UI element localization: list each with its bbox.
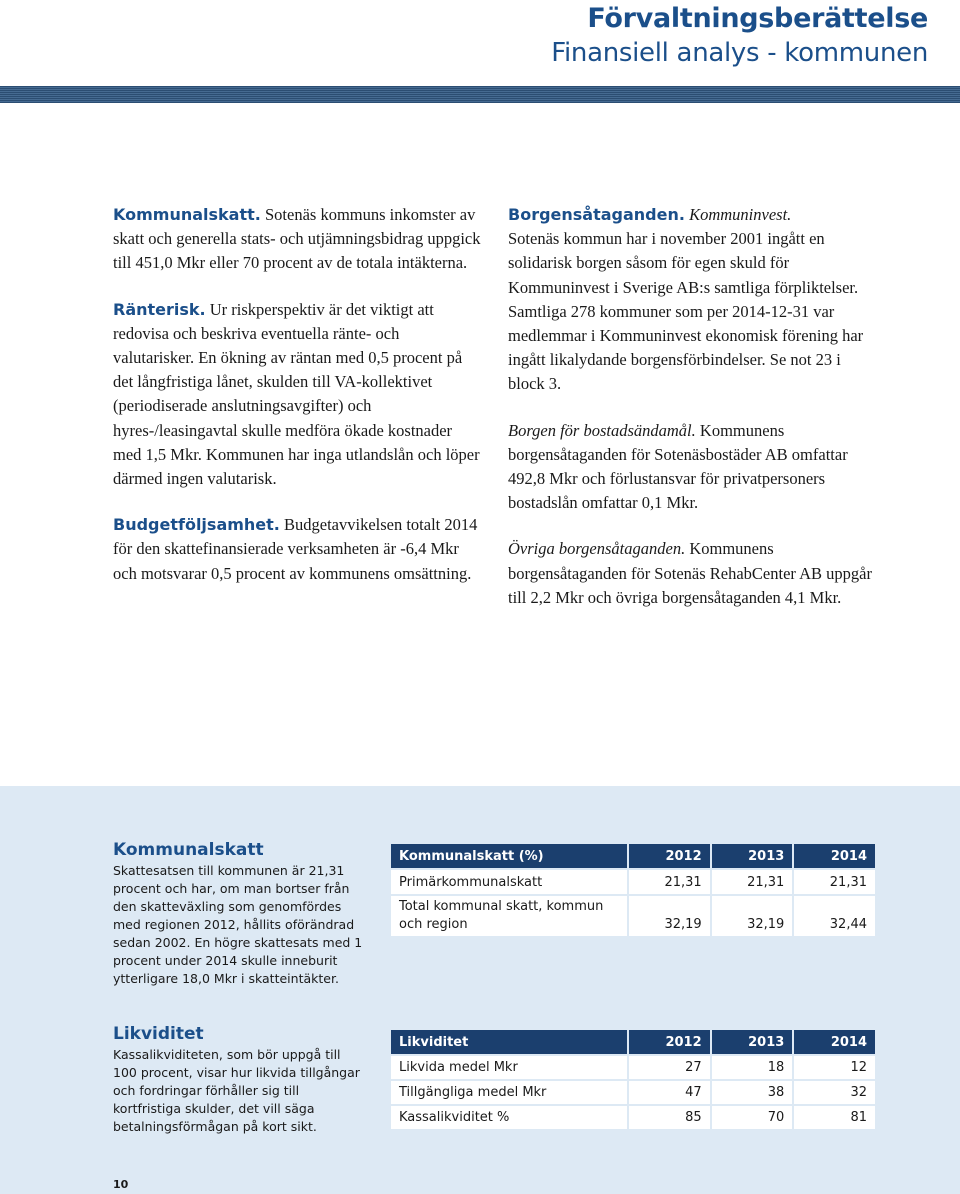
table-cell: Kassalikviditet %	[391, 1106, 627, 1131]
table-header: Likviditet	[391, 1030, 627, 1056]
table-cell: 85	[627, 1106, 710, 1131]
table-header: 2014	[792, 844, 875, 870]
table-cell: 32,19	[627, 896, 710, 938]
table-header-row	[391, 1030, 875, 1056]
table-cell: Primärkommunalskatt	[391, 870, 627, 896]
budget-heading: Budgetföljsamhet.	[113, 515, 280, 535]
bostad-text: Kommunens borgensåtaganden för Sotenäsbostäder AB omfattar 492,8 Mkr och förlustansvar för privatpersoners bostadslån omfattar 0,1 Mkr.	[508, 420, 848, 513]
table-cell: 38	[710, 1081, 793, 1106]
table-cell: 12	[792, 1056, 875, 1081]
table-header: 2012	[627, 1030, 710, 1056]
page-number: 10	[113, 1178, 129, 1191]
borgen-heading: Borgensåtaganden.	[508, 205, 685, 224]
right-text-column	[508, 203, 878, 632]
kommunalskatt-box-title: Kommunalskatt	[113, 840, 264, 860]
kommunalskatt-paragraph	[113, 203, 481, 276]
borgen-paragraph	[508, 203, 878, 397]
table-cell: 32,44	[792, 896, 875, 938]
kommunalskatt-table	[391, 844, 875, 938]
table-row	[391, 1081, 875, 1106]
table-header-row	[391, 844, 875, 870]
header-divider-bar	[0, 86, 960, 103]
table-cell: 18	[710, 1056, 793, 1081]
budget-paragraph	[113, 513, 481, 586]
table-cell: 21,31	[792, 870, 875, 896]
page-title: Förvaltningsberättelse	[587, 3, 928, 34]
table-row	[391, 1106, 875, 1131]
table-cell: Tillgängliga medel Mkr	[391, 1081, 627, 1106]
page-header	[551, 2, 928, 70]
table-row	[391, 1056, 875, 1081]
table-header: 2012	[627, 844, 710, 870]
table-cell: 32,19	[710, 896, 793, 938]
likviditet-table	[391, 1030, 875, 1131]
borgen-text: Sotenäs kommun har i november 2001 ingått en solidarisk borgen såsom för egen skuld för Kommuninvest i Sverige AB:s samtliga förpliktelser. Samtliga 278 kommuner som per 2014-12-31 var medlemmar i Kommuninvest ekonomisk förening har ingått likalydande borgensförbindelser. Se not 23 i block 3.	[508, 229, 864, 394]
bostad-heading: Borgen för bostadsändamål.	[508, 420, 696, 440]
ovriga-text: Kommunens borgensåtaganden för Sotenäs RehabCenter AB uppgår till 2,2 Mkr och övriga borgensåtaganden 4,1 Mkr.	[508, 539, 872, 607]
kommunalskatt-text: Sotenäs kommuns inkomster av skatt och generella stats- och utjämningsbidrag uppgick till 451,0 Mkr eller 70 procent av de totala intäkterna.	[113, 205, 481, 273]
table-cell: Likvida medel Mkr	[391, 1056, 627, 1081]
table-row	[391, 896, 875, 938]
ovriga-heading: Övriga borgensåtaganden.	[508, 539, 686, 559]
table-cell: 21,31	[627, 870, 710, 896]
table-header: 2014	[792, 1030, 875, 1056]
table-header: 2013	[710, 1030, 793, 1056]
table-cell: 27	[627, 1056, 710, 1081]
fact-panel	[0, 786, 960, 1194]
borgen-subheading: Kommuninvest.	[684, 205, 792, 224]
table-cell: 70	[710, 1106, 793, 1131]
table-cell: Total kommunal skatt, kommun och region	[391, 896, 627, 938]
table-header: Kommunalskatt (%)	[391, 844, 627, 870]
table-cell: 32	[792, 1081, 875, 1106]
table-cell: 47	[627, 1081, 710, 1106]
table-header: 2013	[710, 844, 793, 870]
table-row	[391, 870, 875, 896]
kommunalskatt-box-text: Skattesatsen till kommunen är 21,31 procent och har, om man bortser från den skatteväxling som genomfördes med regionen 2012, hållits oförändrad sedan 2002. En högre skattesats med 1 procent under 2014 skulle inneburit ytterligare 18,0 Mkr i skatteintäkter.	[113, 863, 363, 986]
bostad-paragraph	[508, 419, 878, 516]
ranterisk-paragraph	[113, 298, 481, 492]
left-text-column	[113, 203, 481, 608]
ranterisk-heading: Ränterisk.	[113, 299, 206, 319]
page-subtitle: Finansiell analys - kommunen	[551, 38, 928, 68]
ovriga-paragraph	[508, 537, 878, 610]
kommunalskatt-heading: Kommunalskatt.	[113, 205, 261, 224]
likviditet-box-title: Likviditet	[113, 1024, 204, 1044]
likviditet-box-text: Kassalikviditeten, som bör uppgå till 100 procent, visar hur likvida tillgångar och fordringar förhåller sig till kortfristiga skulder, det vill säga betalningsförmågan på kort sikt.	[113, 1047, 360, 1134]
ranterisk-text: Ur riskperspektiv är det viktigt att redovisa och beskriva eventuella ränte- och valutarisker. En ökning av räntan med 0,5 procent på det långfristiga lånet, skulden till VA-kollektivet (periodiserade anslutningsavgifter) och hyres-/leasingavtal skulle medföra ökade kostnader med 1,5 Mkr. Kommunen har inga utlandslån och löper därmed ingen valutarisk.	[113, 299, 480, 489]
table-cell: 21,31	[710, 870, 793, 896]
table-cell: 81	[792, 1106, 875, 1131]
budget-text: Budgetavvikelsen totalt 2014 för den skattefinansierade verksamheten är -6,4 Mkr och motsvarar 0,5 procent av kommunens omsättning.	[113, 515, 478, 583]
